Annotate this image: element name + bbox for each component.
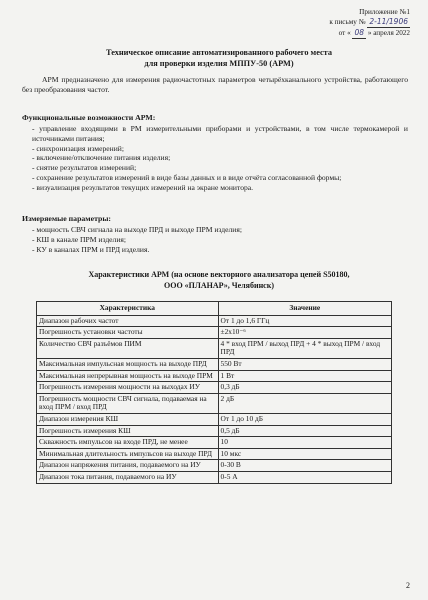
list-item: - управление входящими в РМ измерительными приборами и устройствами, в том числе термокамерой и источниками питания; (32, 124, 408, 143)
table-row: Погрешность измерения мощности на выходах ИУ 0,3 дБ (37, 382, 392, 394)
measured-list (22, 225, 408, 254)
table-title: Характеристики АРМ (на основе векторного анализатора цепей S50180, ООО «ПЛАНАР», Челябинск) (88, 270, 350, 290)
list-item: - синхронизация измерений; (32, 143, 124, 153)
table-row: Диапазон тока питания, подаваемого на ИУ 0-5 А (37, 471, 392, 483)
header-value: Значение (218, 302, 391, 316)
list-item: - снятие результатов измерений; (32, 163, 137, 173)
table-row: Минимальная длительность импульсов на выходе ПРД 10 мкс (37, 448, 392, 460)
header-characteristic: Характеристика (37, 302, 219, 316)
characteristics-table (36, 301, 392, 484)
appendix-label: Приложение №1 (359, 8, 410, 16)
table-row: Максимальная непрерывная мощность на выходе ПРМ 1 Вт (37, 370, 392, 382)
table-row: Погрешность установки частоты ±2x10⁻⁶ (37, 327, 392, 339)
table-row: Погрешность измерения КШ 0,5 дБ (37, 425, 392, 437)
list-item: - визуализация результатов текущих измерений на экране монитора. (32, 182, 254, 192)
list-item: - включение/отключение питания изделия; (32, 153, 171, 163)
list-item: - мощность СВЧ сигнала на выходе ПРД и выходе ПРМ изделия; (32, 225, 242, 234)
table-row: Диапазон напряжения питания, подаваемого на ИУ 0-30 В (37, 460, 392, 472)
table-row: Диапазон измерения КШ От 1 до 10 дБ (37, 413, 392, 425)
measured-heading: Измеряемые параметры: (22, 214, 112, 223)
list-item: - КШ в канале ПРМ изделия; (32, 234, 127, 244)
intro-paragraph: АРМ предназначено для измерения радиочастотных параметров четырёхканального устройства, работающего без преобразования частот. (22, 75, 408, 94)
functional-list (22, 124, 408, 193)
functional-heading: Функциональные возможности АРМ: (22, 113, 156, 122)
table-row: Скважность импульсов на входе ПРД, не менее 10 (37, 437, 392, 449)
letter-number: 2-11/1906 (369, 17, 408, 26)
table-row: Диапазон рабочих частот От 1 до 1,6 ГГц (37, 315, 392, 327)
page-number: 2 (406, 581, 410, 590)
table-row: Максимальная импульсная мощность на выходе ПРД 550 Вт (37, 358, 392, 370)
table-header-row (37, 302, 392, 316)
letter-date-line: от « 08 » апреля 2022 (338, 28, 410, 37)
document-title: Техническое описание автоматизированного рабочего места для проверки изделия МППУ-50 (АРМ) (105, 48, 332, 68)
list-item: - КУ в каналах ПРМ и ПРД изделия. (32, 244, 150, 254)
table-row: Количество СВЧ разъёмов ПИМ 4 * вход ПРМ / выход ПРД + 4 * выход ПРМ / вход ПРД (37, 338, 392, 358)
letter-date-day: 08 (354, 28, 365, 37)
list-item: - сохранение результатов измерений в виде базы данных и в виде отчёта согласованной формы; (32, 172, 342, 182)
table-row: Погрешность мощности СВЧ сигнала, подаваемая на вход ПРМ / вход ПРД 2 дБ (37, 393, 392, 413)
appendix-block (270, 7, 410, 39)
letter-number-line: к письму № 2-11/1906 (329, 17, 408, 26)
